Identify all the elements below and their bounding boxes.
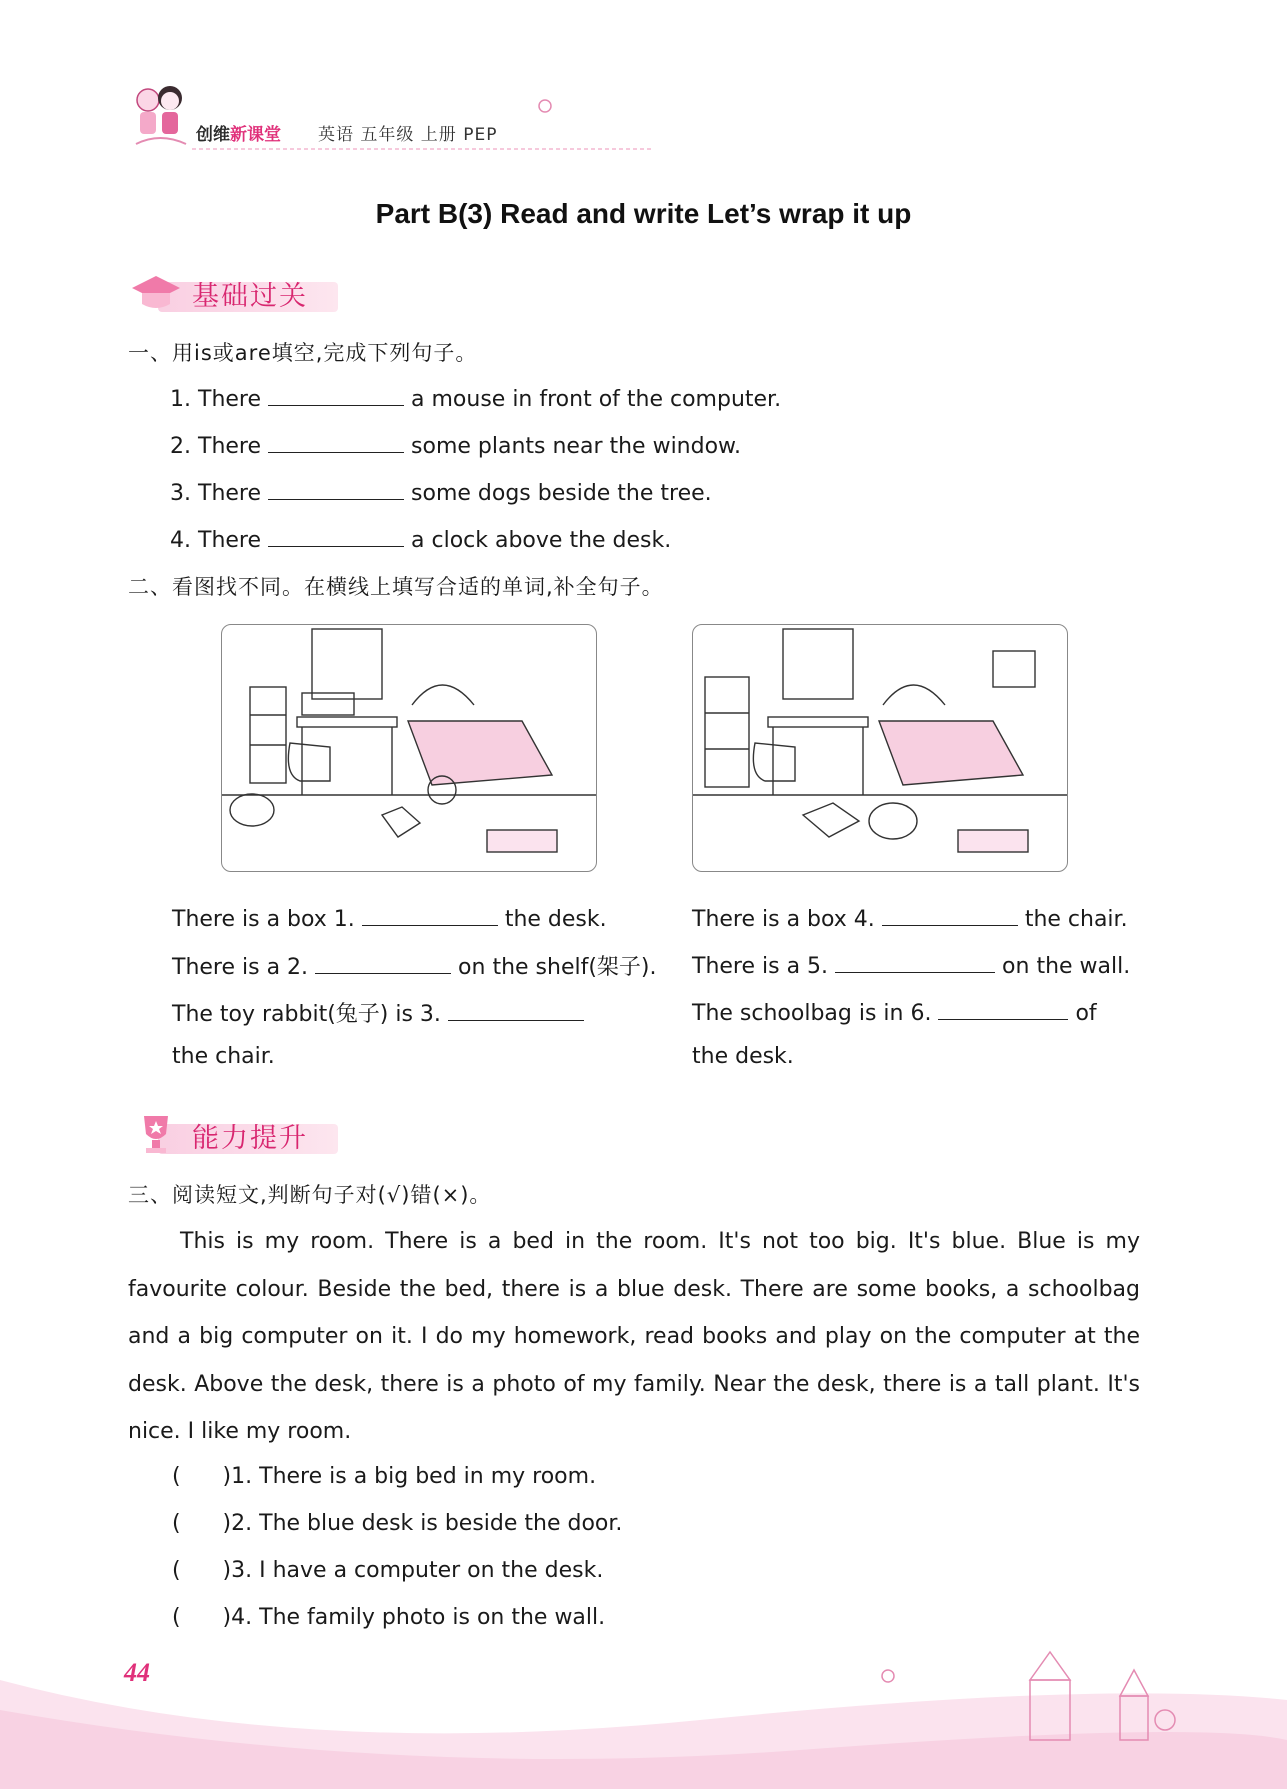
- sentence-prefix: There is a 2.: [172, 955, 309, 980]
- sentence-prefix: The schoolbag is in 6.: [692, 1001, 932, 1026]
- flower-doodle-icon: [530, 94, 560, 118]
- q2-left-line-4: the chair.: [172, 1044, 275, 1069]
- sentence-suffix: of: [1075, 1001, 1097, 1026]
- item-number: 2.: [170, 434, 191, 459]
- book-info: 英语 五年级 上册 PEP: [318, 125, 498, 145]
- question-2-heading: 二、看图找不同。在横线上填写合适的单词,补全句子。: [128, 575, 664, 599]
- item-suffix: some plants near the window.: [411, 434, 742, 459]
- bedroom-illustration-left: [222, 625, 596, 871]
- bedroom-illustration-right: [693, 625, 1067, 871]
- item-number: 1.: [170, 387, 191, 412]
- q3-item-1: [172, 1464, 596, 1489]
- section-label: 基础过关: [192, 281, 308, 312]
- q1-item-2: [170, 430, 741, 459]
- item-text: I have a computer on the desk.: [259, 1558, 604, 1583]
- q2-left-line-2: [172, 950, 657, 981]
- q2-right-line-3: [692, 997, 1097, 1026]
- answer-blank[interactable]: [835, 950, 995, 973]
- section-basic-tab: [128, 268, 358, 314]
- sentence-suffix: the chair.: [1024, 907, 1128, 932]
- q3-item-3: [172, 1558, 603, 1583]
- q2-left-line-3: [172, 997, 584, 1028]
- item-number: 4.: [170, 528, 191, 553]
- sentence-prefix: The toy rabbit(兔子) is 3.: [172, 1002, 441, 1027]
- item-prefix: There: [198, 387, 262, 412]
- item-number: 3.: [170, 481, 191, 506]
- header-rule: [192, 146, 652, 152]
- question-1-heading: 一、用is或are填空,完成下列句子。: [128, 341, 478, 365]
- page-title: Part B(3) Read and write Let’s wrap it up: [375, 198, 912, 229]
- answer-blank[interactable]: [268, 383, 404, 406]
- answer-paren[interactable]: (: [172, 1464, 223, 1489]
- answer-blank[interactable]: [268, 430, 404, 453]
- page-header: [128, 82, 548, 152]
- item-number: )1.: [222, 1464, 253, 1489]
- section-label: 能力提升: [192, 1123, 308, 1154]
- q1-item-1: [170, 383, 781, 412]
- item-suffix: a clock above the desk.: [411, 528, 672, 553]
- answer-paren[interactable]: (: [172, 1605, 223, 1630]
- item-number: )2.: [222, 1511, 253, 1536]
- sentence-suffix: on the wall.: [1002, 954, 1131, 979]
- reading-passage: This is my room. There is a bed in the room. It's not too big. It's blue. Blue is my favourite colour. Beside the bed, there is a blue desk. There are some books, a schoolbag and a big computer on it. I do my homework, read books and play on the computer at the desk. Above the desk, there is a photo of my family. Near the desk, there is a tall plant. It's nice. I like my room.: [128, 1229, 1140, 1444]
- q2-right-line-1: [692, 903, 1128, 932]
- answer-paren[interactable]: (: [172, 1558, 223, 1583]
- bedroom-picture-right: [692, 624, 1068, 872]
- q1-item-4: [170, 524, 671, 553]
- question-3-heading: 三、阅读短文,判断句子对(√)错(×)。: [128, 1183, 492, 1207]
- item-prefix: There: [198, 481, 262, 506]
- brand-name: 创维新课堂: [196, 125, 281, 145]
- item-number: )4.: [222, 1605, 253, 1630]
- item-text: There is a big bed in my room.: [259, 1464, 597, 1489]
- page-number: 44: [124, 1658, 150, 1687]
- sentence-prefix: There is a 5.: [692, 954, 829, 979]
- sentence-suffix: the desk.: [504, 907, 607, 932]
- answer-blank[interactable]: [268, 477, 404, 500]
- sentence-prefix: There is a box 1.: [172, 907, 355, 932]
- q3-item-2: [172, 1511, 622, 1536]
- q2-left-line-1: [172, 903, 607, 932]
- item-suffix: a mouse in front of the computer.: [411, 387, 782, 412]
- item-text: The family photo is on the wall.: [259, 1605, 606, 1630]
- section-advanced-tab: [128, 1110, 358, 1156]
- sentence-suffix: on the shelf(架子).: [458, 955, 657, 980]
- answer-blank[interactable]: [362, 903, 498, 926]
- item-prefix: There: [198, 528, 262, 553]
- q2-right-line-2: [692, 950, 1130, 979]
- graduation-cap-icon: [128, 268, 184, 314]
- answer-paren[interactable]: (: [172, 1511, 223, 1536]
- bedroom-picture-left: [221, 624, 597, 872]
- cartoon-kids-logo-icon: [128, 82, 192, 150]
- item-number: )3.: [222, 1558, 253, 1583]
- answer-blank[interactable]: [448, 998, 584, 1021]
- q3-item-4: [172, 1605, 605, 1630]
- trophy-icon: [132, 1112, 180, 1156]
- answer-blank[interactable]: [268, 524, 404, 547]
- item-suffix: some dogs beside the tree.: [411, 481, 712, 506]
- answer-blank[interactable]: [938, 997, 1068, 1020]
- item-prefix: There: [198, 434, 262, 459]
- q2-right-line-4: the desk.: [692, 1044, 794, 1069]
- sentence-prefix: There is a box 4.: [692, 907, 875, 932]
- footer-wave: [0, 1640, 1287, 1789]
- answer-blank[interactable]: [315, 951, 451, 974]
- answer-blank[interactable]: [882, 903, 1018, 926]
- q1-item-3: [170, 477, 712, 506]
- item-text: The blue desk is beside the door.: [259, 1511, 623, 1536]
